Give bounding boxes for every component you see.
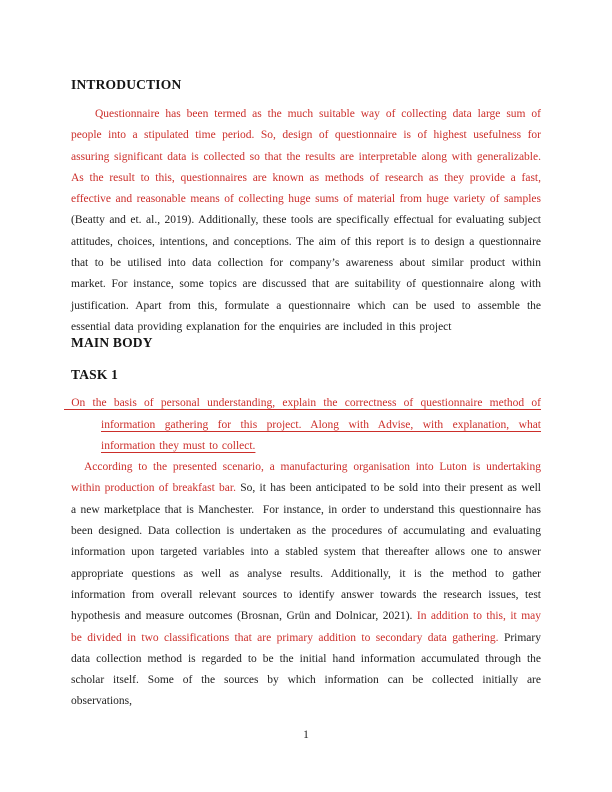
heading-task-1: TASK 1 <box>71 367 119 383</box>
task1-question-heading <box>64 393 541 457</box>
intro-paragraph-red-text: Questionnaire has been termed as the much suitable way of collecting data large sum of people into a stipulated time period. So, design of questionnaire is of highest usefulness for assuring significant data is collected so that the results are interpretable along with generalizable. As the result to this, questionnaires are known as methods of research as they provide a fast, effective and reasonable means of collecting huge sums of material from huge variety of samples <box>71 108 541 206</box>
page-number: 1 <box>303 729 309 741</box>
task1-paragraph-black-text-1: So, it has been anticipated to be sold into their present as well a new marketplace that is Manchester. For instance, in order to understand this questionnaire has been designed. Data collection is undertaken as the procedures of accumulating and evaluating information upon targeted variables into a stabled system that thereafter allows one to answer appropriate questions as well as analyse results. Additionally, it is the method to gather information from overall relevant sources to identify answer towards the research issues, test hypothesis and measure outcomes (Brosnan, Grün and Dolnicar, 2021). <box>71 482 541 623</box>
intro-paragraph-black-text: (Beatty and et. al., 2019). Additionally, these tools are specifically effectual for evaluating subject attitudes, choices, intentions, and conceptions. The aim of this report is to design a questionnaire that to be utilised into data collection for company’s awareness about similar product within market. For instance, some topics are discussed that are suitability of questionnaire along with justification. Apart from this, formulate a questionnaire which can be used to assemble the essential data providing explanation for the enquiries are included in this project <box>71 214 541 333</box>
task1-paragraph-red-text-1: According to the presented scenario, a manufacturing organisation into Luton is undertaking within production of breakfast bar. <box>71 461 541 495</box>
heading-introduction: INTRODUCTION <box>71 77 182 92</box>
task1-paragraph-red-text-2: In addition to this, it may be divided in two classifications that are primary addition to secondary data gathering. <box>71 610 541 644</box>
task1-paragraph <box>71 457 541 713</box>
task1-paragraph-black-text-2: Primary data collection method is regarded to be the initial hand information accumulated through the scholar itself. Some of the sources by which information can be collected initially are observations, <box>71 631 541 708</box>
heading-main-body: MAIN BODY <box>71 335 153 351</box>
intro-paragraph <box>71 104 541 338</box>
task1-question-text: On the basis of personal understanding, explain the correctness of questionnaire method of information gathering for this project. Along with Advise, with explanation, what information they must to collect. <box>64 397 541 452</box>
